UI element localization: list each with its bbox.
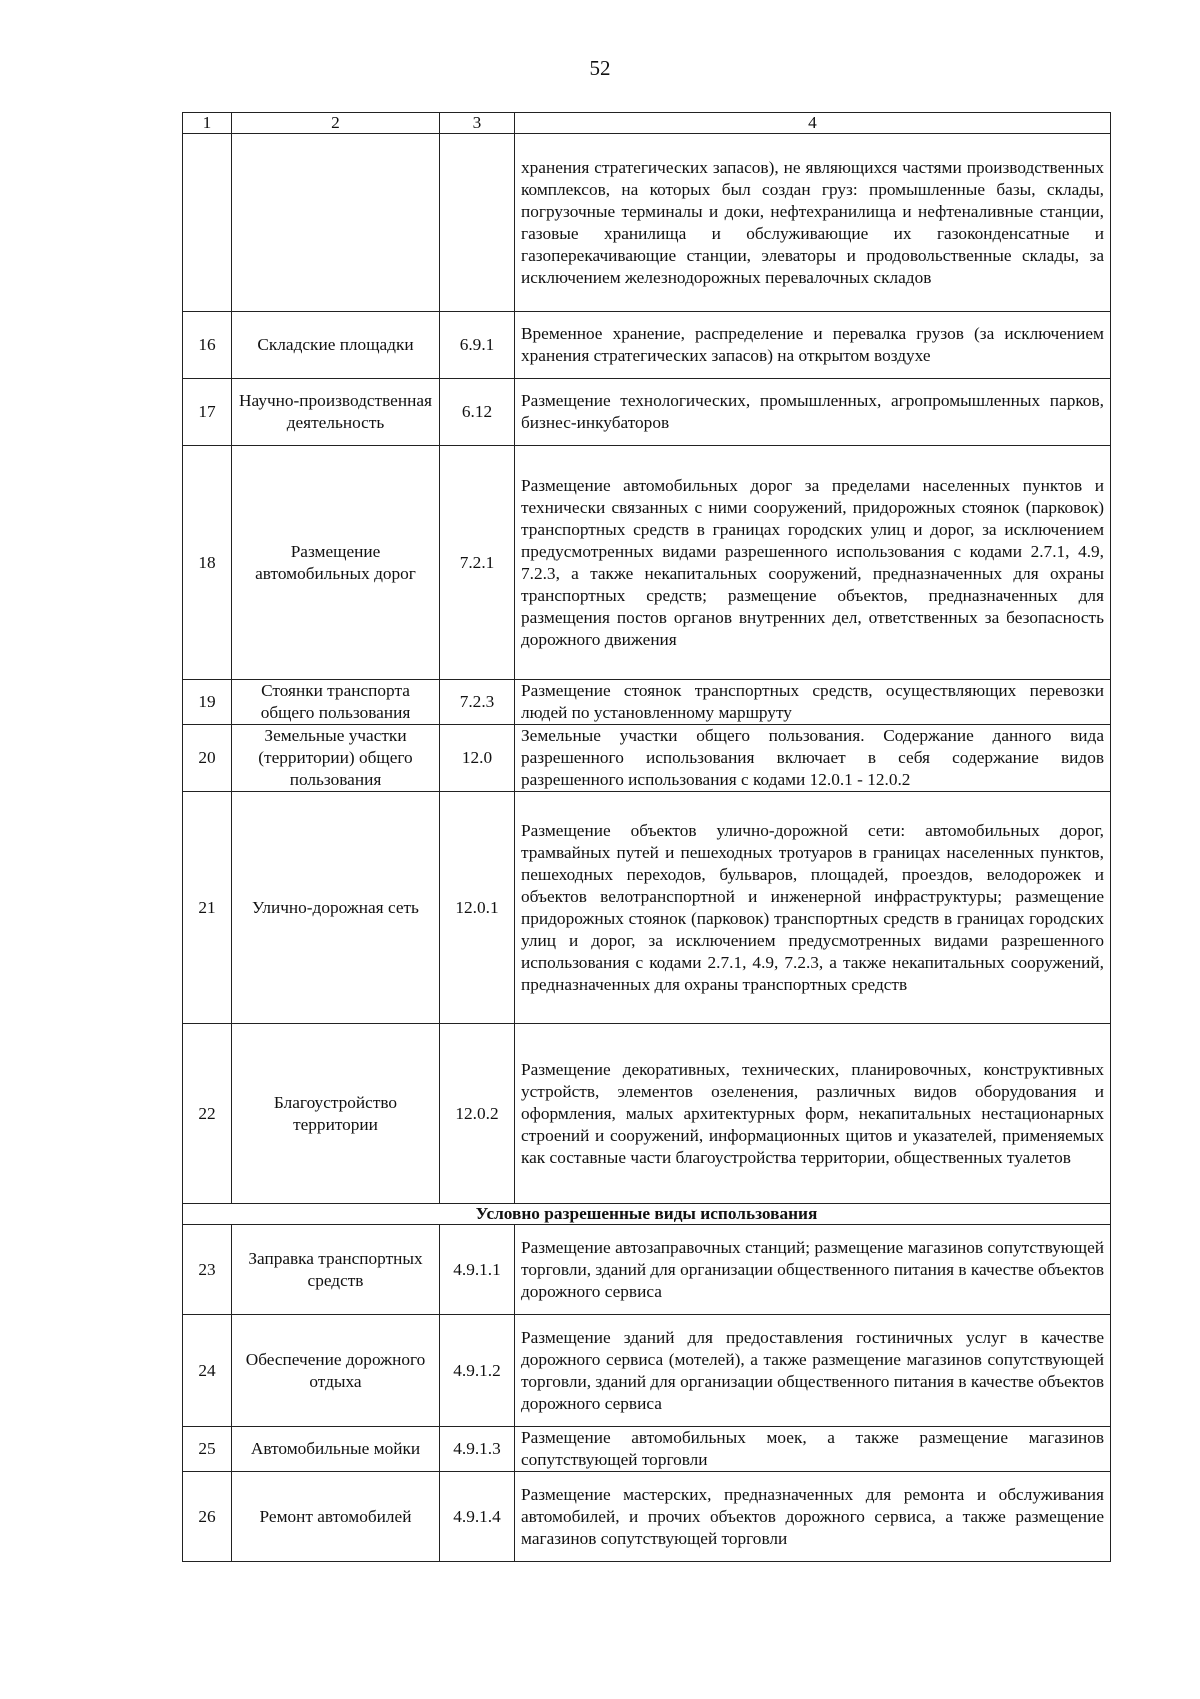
row-name: Улично-дорожная сеть — [232, 792, 440, 1024]
row-name: Заправка транспортных средств — [232, 1225, 440, 1315]
row-code: 12.0.2 — [440, 1024, 515, 1204]
row-code: 12.0 — [440, 725, 515, 792]
table-row-continuation — [183, 134, 1111, 312]
table-row-17 — [183, 379, 1111, 446]
row-number: 19 — [183, 680, 232, 725]
row-number: 23 — [183, 1225, 232, 1315]
row-name: Обеспечение дорожного отдыха — [232, 1315, 440, 1427]
row-description: Временное хранение, распределение и перевалка грузов (за исключением хранения стратегических запасов) на открытом воздухе — [515, 312, 1111, 379]
row-name: Благоустройство территории — [232, 1024, 440, 1204]
row-description: Размещение автомобильных дорог за пределами населенных пунктов и технически связанных с ними сооружений, придорожных стоянок (парковок) транспортных средств в границах городских улиц и дорог, за исключением предусмотренных видами разрешенного использования с кодами 2.7.1, 4.9, 7.2.3, а также некапитальных сооружений, предназначенных для охраны транспортных средств; размещение объектов, предназначенных для размещения постов органов внутренних дел, ответственных за безопасность дорожного движения — [515, 446, 1111, 680]
column-header-row — [183, 113, 1111, 134]
table-row-19 — [183, 680, 1111, 725]
row-code: 4.9.1.4 — [440, 1472, 515, 1562]
table-row-21 — [183, 792, 1111, 1024]
table-row-22 — [183, 1024, 1111, 1204]
row-code: 4.9.1.2 — [440, 1315, 515, 1427]
column-header-3: 3 — [440, 113, 515, 134]
row-code — [440, 134, 515, 312]
row-name: Стоянки транспорта общего пользования — [232, 680, 440, 725]
row-number: 22 — [183, 1024, 232, 1204]
table-row-20 — [183, 725, 1111, 792]
column-header-4: 4 — [515, 113, 1111, 134]
table-row-18 — [183, 446, 1111, 680]
row-number: 26 — [183, 1472, 232, 1562]
row-number: 24 — [183, 1315, 232, 1427]
row-description: Размещение объектов улично-дорожной сети: автомобильных дорог, трамвайных путей и пешеходных тротуаров в границах населенных пунктов, пешеходных переходов, бульваров, площадей, проездов, велодорожек и объектов велотранспортной и инженерной инфраструктуры; размещение придорожных стоянок (парковок) транспортных средств в границах городских улиц и дорог, за исключением предусмотренных видами разрешенного использования с кодами 2.7.1, 4.9, 7.2.3, а также некапитальных сооружений, предназначенных для охраны транспортных средств — [515, 792, 1111, 1024]
row-description: Размещение стоянок транспортных средств, осуществляющих перевозки людей по установленному маршруту — [515, 680, 1111, 725]
row-name: Научно-производственная деятельность — [232, 379, 440, 446]
table-row-25 — [183, 1427, 1111, 1472]
table-row-26 — [183, 1472, 1111, 1562]
row-name: Ремонт автомобилей — [232, 1472, 440, 1562]
row-description: Размещение декоративных, технических, планировочных, конструктивных устройств, элементов озеленения, различных видов оборудования и оформления, малых архитектурных форм, некапитальных нестационарных строений и сооружений, информационных щитов и указателей, применяемых как составные части благоустройства территории, общественных туалетов — [515, 1024, 1111, 1204]
row-description: Размещение автозаправочных станций; размещение магазинов сопутствующей торговли, зданий для организации общественного питания в качестве объектов дорожного сервиса — [515, 1225, 1111, 1315]
row-number: 16 — [183, 312, 232, 379]
row-name: Автомобильные мойки — [232, 1427, 440, 1472]
row-code: 4.9.1.3 — [440, 1427, 515, 1472]
row-description: хранения стратегических запасов), не являющихся частями производственных комплексов, на которых был создан груз: промышленные базы, склады, погрузочные терминалы и доки, нефтехранилища и нефтеналивные станции, газовые хранилища и обслуживающие их газоконденсатные и газоперекачивающие станции, элеваторы и продовольственные склады, за исключением железнодорожных перевалочных складов — [515, 134, 1111, 312]
row-code: 4.9.1.1 — [440, 1225, 515, 1315]
row-code: 7.2.1 — [440, 446, 515, 680]
land-use-table — [182, 112, 1111, 1562]
page-number: 52 — [589, 56, 611, 80]
row-name: Складские площадки — [232, 312, 440, 379]
row-number: 25 — [183, 1427, 232, 1472]
section-title: Условно разрешенные виды использования — [183, 1204, 1111, 1225]
row-description: Размещение мастерских, предназначенных для ремонта и обслуживания автомобилей, и прочих объектов дорожного сервиса, а также размещение магазинов сопутствующей торговли — [515, 1472, 1111, 1562]
row-name: Размещение автомобильных дорог — [232, 446, 440, 680]
row-number: 18 — [183, 446, 232, 680]
row-code: 6.12 — [440, 379, 515, 446]
section-row — [183, 1204, 1111, 1225]
row-code: 6.9.1 — [440, 312, 515, 379]
row-code: 12.0.1 — [440, 792, 515, 1024]
table-row-23 — [183, 1225, 1111, 1315]
row-description: Земельные участки общего пользования. Содержание данного вида разрешенного использования включает в себя содержание видов разрешенного использования с кодами 12.0.1 - 12.0.2 — [515, 725, 1111, 792]
table-row-24 — [183, 1315, 1111, 1427]
table-row-16 — [183, 312, 1111, 379]
row-number: 21 — [183, 792, 232, 1024]
row-name — [232, 134, 440, 312]
row-number: 20 — [183, 725, 232, 792]
row-number: 17 — [183, 379, 232, 446]
row-description: Размещение автомобильных моек, а также размещение магазинов сопутствующей торговли — [515, 1427, 1111, 1472]
column-header-2: 2 — [232, 113, 440, 134]
row-code: 7.2.3 — [440, 680, 515, 725]
row-description: Размещение технологических, промышленных, агропромышленных парков, бизнес-инкубаторов — [515, 379, 1111, 446]
row-number — [183, 134, 232, 312]
column-header-1: 1 — [183, 113, 232, 134]
row-name: Земельные участки (территории) общего пользования — [232, 725, 440, 792]
row-description: Размещение зданий для предоставления гостиничных услуг в качестве дорожного сервиса (мотелей), а также размещение магазинов сопутствующей торговли, зданий для организации общественного питания в качестве объектов дорожного сервиса — [515, 1315, 1111, 1427]
